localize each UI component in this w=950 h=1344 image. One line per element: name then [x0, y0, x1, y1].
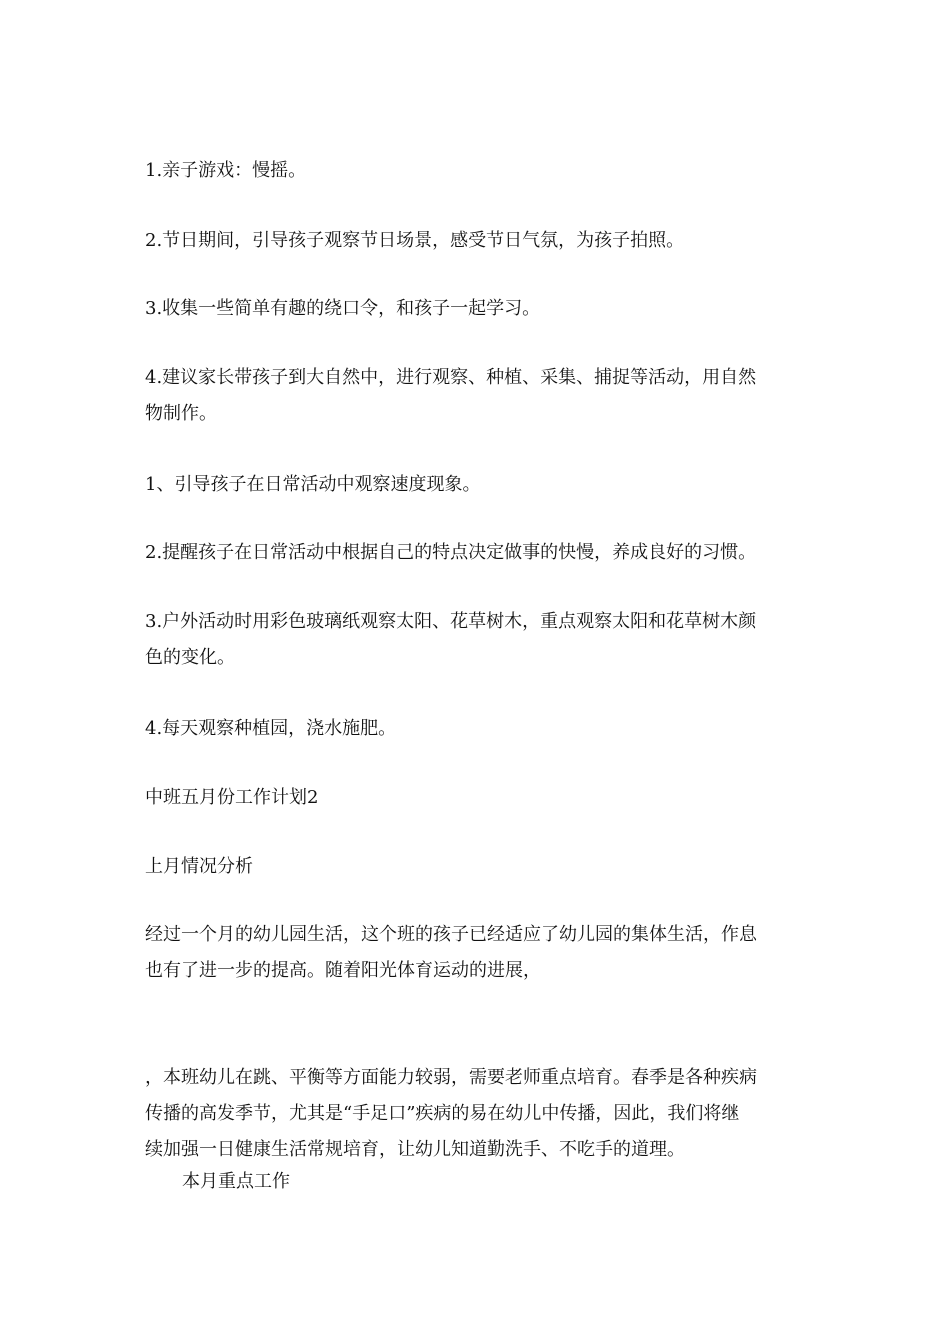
- text-line: 本月重点工作: [182, 1171, 290, 1192]
- paragraph-continuation: [145, 1060, 810, 1168]
- paragraph-8: [145, 710, 810, 748]
- text-line: 1.亲子游戏：慢摇。: [145, 160, 307, 181]
- section-heading: [145, 848, 810, 886]
- paragraph-analysis: [145, 917, 810, 989]
- text-line: 1、引导孩子在日常活动中观察速度现象。: [145, 474, 481, 495]
- text-line: 3.户外活动时用彩色玻璃纸观察太阳、花草树木，重点观察太阳和花草树木颜: [145, 611, 757, 632]
- text-line: 物制作。: [145, 403, 217, 424]
- text-line: 传播的高发季节，尤其是“手足口”疾病的易在幼儿中传播，因此，我们将继: [145, 1103, 740, 1124]
- text-line: 2.节日期间，引导孩子观察节日场景，感受节日气氛，为孩子拍照。: [145, 230, 685, 251]
- text-line: 色的变化。: [145, 647, 235, 668]
- text-line: 续加强一日健康生活常规培育，让幼儿知道勤洗手、不吃手的道理。: [145, 1139, 685, 1160]
- text-line: 上月情况分析: [145, 856, 253, 877]
- text-line: 2.提醒孩子在日常活动中根据自己的特点决定做事的快慢，养成良好的习惯。: [145, 542, 757, 563]
- text-line: 经过一个月的幼儿园生活，这个班的孩子已经适应了幼儿园的集体生活，作息: [145, 924, 757, 945]
- text-line: ，本班幼儿在跳、平衡等方面能力较弱，需要老师重点培育。春季是各种疾病: [145, 1067, 757, 1088]
- section-title: [145, 779, 810, 817]
- section-heading-focus: [182, 1163, 847, 1201]
- paragraph-4: [145, 360, 810, 432]
- text-line: 中班五月份工作计划2: [145, 787, 319, 808]
- paragraph-3: [145, 290, 810, 328]
- text-line: 4.建议家长带孩子到大自然中，进行观察、种植、采集、捕捉等活动，用自然: [145, 367, 757, 388]
- text-line: 也有了进一步的提高。随着阳光体育运动的进展，: [145, 960, 541, 981]
- paragraph-5: [145, 466, 810, 504]
- paragraph-7: [145, 604, 810, 676]
- text-line: 4.每天观察种植园，浇水施肥。: [145, 718, 397, 739]
- paragraph-2: [145, 222, 810, 260]
- text-line: 3.收集一些简单有趣的绕口令，和孩子一起学习。: [145, 298, 541, 319]
- paragraph-6: [145, 534, 810, 572]
- paragraph-1: [145, 152, 810, 190]
